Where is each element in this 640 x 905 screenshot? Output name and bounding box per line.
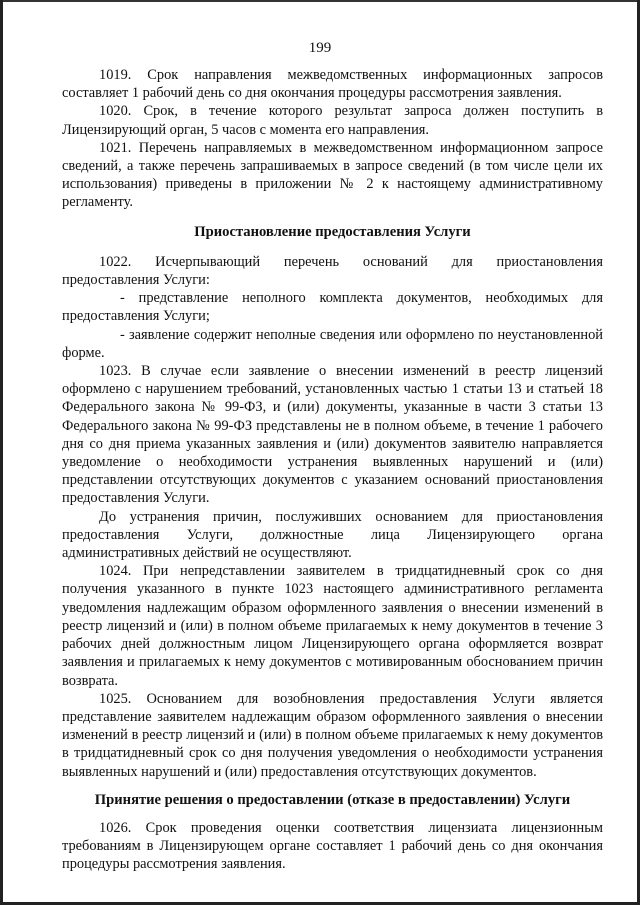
section-heading-suspension: Приостановление предоставления Услуги bbox=[194, 223, 471, 240]
paragraph-1019: 1019. Срок направления межведомственных информационных запросов составляет 1 рабочий день со дня окончания процедуры рассмотрения заявления. bbox=[62, 67, 603, 102]
section-heading-decision: Принятие решения о предоставлении (отказе в предоставлении) Услуги bbox=[94, 791, 571, 808]
list-item-incomplete-documents: - представление неполного комплекта документов, необходимых для предоставления Услуги; bbox=[62, 290, 603, 325]
page-number: 199 bbox=[308, 40, 332, 56]
paragraph-1022: 1022. Исчерпывающий перечень оснований для приостановления предоставления Услуги: bbox=[62, 253, 603, 289]
paragraph-1026: 1026. Срок проведения оценки соответствия лицензиата лицензионным требованиям в Лицензирующем органе составляет 1 рабочий день со дня окончания процедуры рассмотрения заявления. bbox=[62, 819, 603, 873]
document-body bbox=[62, 66, 603, 874]
scan-edge-left bbox=[0, 0, 3, 905]
paragraph-until-elimination: До устранения причин, послуживших основанием для приостановления предоставления Услуги, должностные лица Лицензирующего органа административных действий не осуществляют. bbox=[62, 508, 603, 562]
paragraph-1023: 1023. В случае если заявление о внесении изменений в реестр лицензий оформлено с нарушением требований, установленных частью 1 статьи 13 и статьей 18 Федерального закона № 99-ФЗ, и (или) документы, указанные в части 3 статьи 13 Федерального закона № 99-ФЗ представлены не в полном объеме, в течение 1 рабочего дня со дня приема указанных заявления и (или) документов заявителю направляется уведомление о необходимости устранения выявленных нарушений и (или) представлении отсутствующих документов с указанием оснований приостановления предоставления Услуги. bbox=[62, 363, 603, 507]
paragraph-1024: 1024. При непредставлении заявителем в тридцатидневный срок со дня получения указанного в пункте 1023 настоящего административного регламента уведомления надлежащим образом оформленного заявления о внесении изменений в реестр лицензий и (или) в полном объеме прилагаемых к нему документов в течение 3 рабочих дней должностным лицом Лицензирующего органа оформляется возврат заявления и прилагаемых к нему документов с мотивированным обоснованием причин возврата. bbox=[62, 563, 603, 689]
paragraph-1021: 1021. Перечень направляемых в межведомственном информационном запросе сведений, а также перечень запрашиваемых в запросе сведений (в том числе цели их использования) приведены в приложении № 2 к настоящему административному регламенту. bbox=[62, 139, 603, 211]
scan-edge-top bbox=[0, 0, 640, 2]
paragraph-1020: 1020. Срок, в течение которого результат запроса должен поступить в Лицензирующий орган, 5 часов с момента его направления. bbox=[62, 103, 603, 138]
list-item-incomplete-application: - заявление содержит неполные сведения или оформлено по неустановленной форме. bbox=[62, 326, 603, 361]
paragraph-1025: 1025. Основанием для возобновления предоставления Услуги является представление заявителем надлежащим образом оформленного заявления о внесении изменений в реестр лицензий и (или) в полном объеме прилагаемых к нему документов в тридцатидневный срок со дня получения уведомления о необходимости устранения выявленных нарушений и (или) предоставления отсутствующих документов. bbox=[62, 690, 603, 780]
